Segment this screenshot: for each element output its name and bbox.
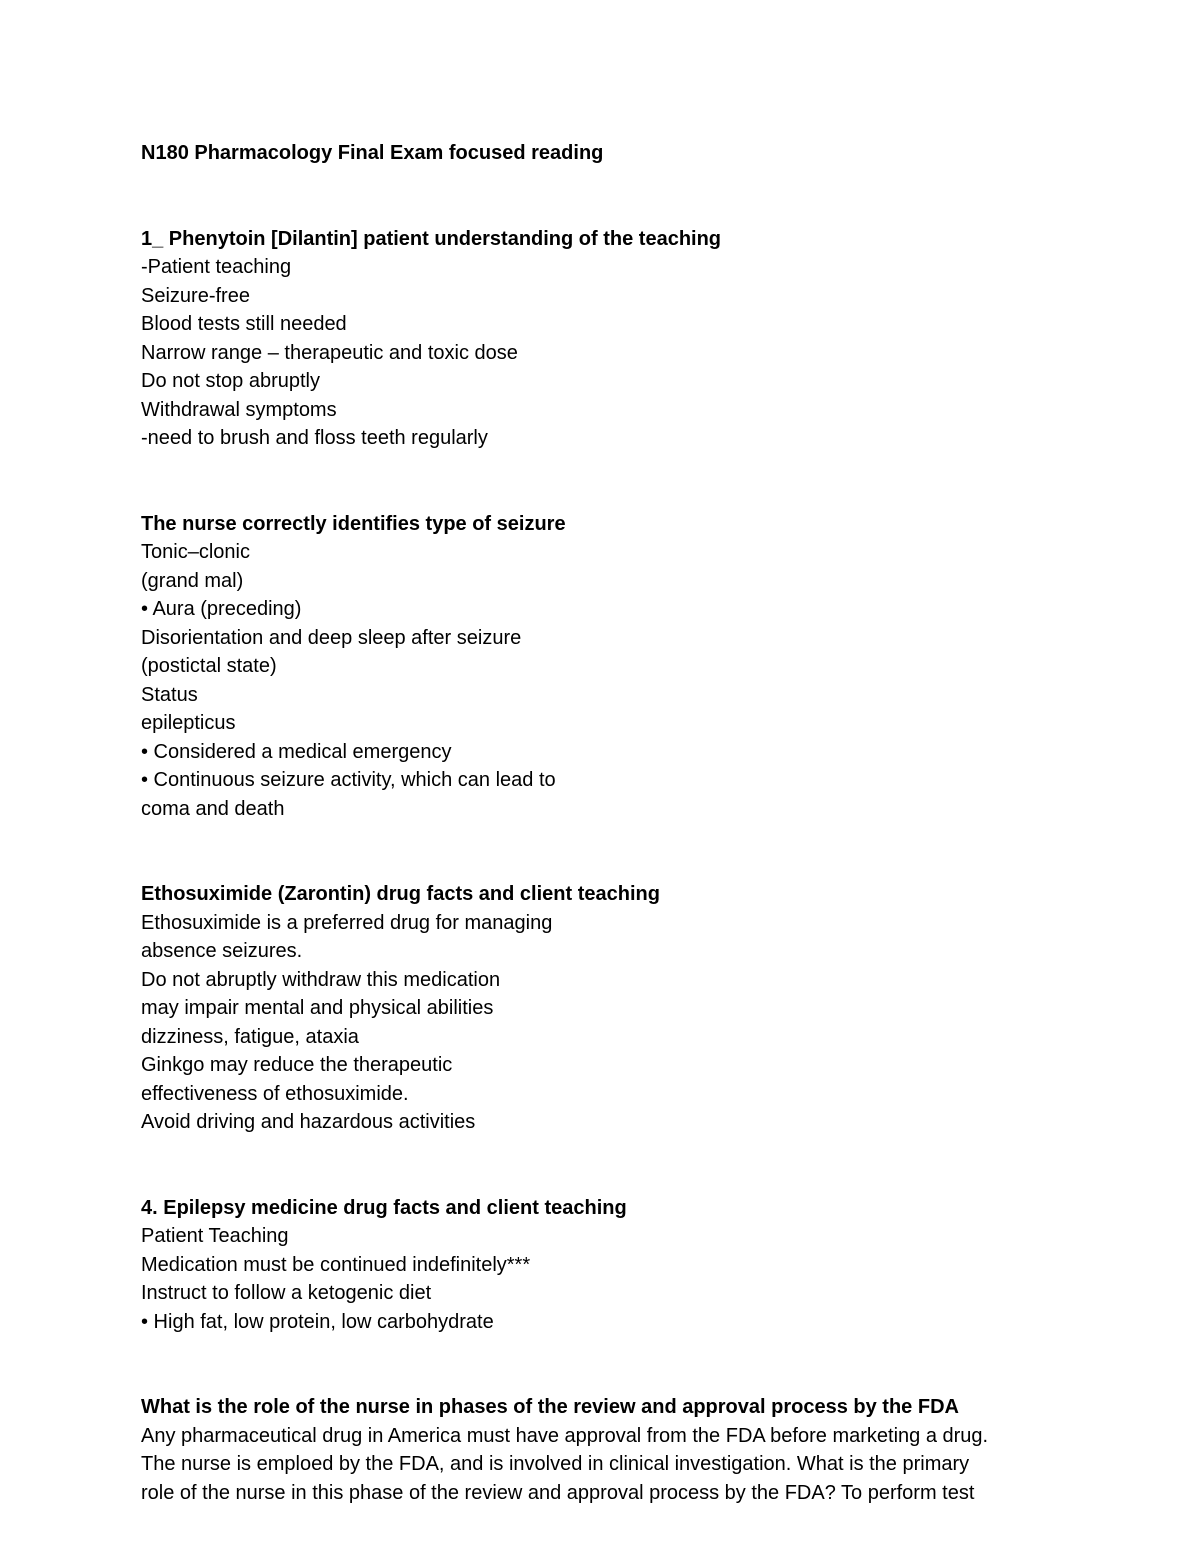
section-line: Narrow range – therapeutic and toxic dose [141,341,518,364]
section-line: The nurse is emploed by the FDA, and is involved in clinical investigation. What is the primary [141,1453,970,1475]
section-fda-role [141,1393,1141,1507]
section-line: Disorientation and deep sleep after seizure [141,626,522,649]
document-content [141,139,1141,1507]
section-line: Ethosuximide is a preferred drug for managing [141,911,553,934]
section-epilepsy-medicine [141,1194,1141,1337]
section-line: Patient Teaching [141,1225,289,1247]
section-line: Status [141,683,198,706]
section-heading: 1_ Phenytoin [Dilantin] patient understanding of the teaching [141,227,722,250]
section-line: Instruct to follow a ketogenic diet [141,1282,432,1304]
section-line: coma and death [141,797,285,820]
section-line: -need to brush and floss teeth regularly [141,427,488,449]
section-line: • Considered a medical emergency [141,740,452,763]
section-heading: Ethosuximide (Zarontin) drug facts and client teaching [141,883,660,905]
section-line: • Aura (preceding) [141,598,302,620]
section-line: effectiveness of ethosuximide. [141,1082,409,1105]
section-line: Withdrawal symptoms [141,398,337,421]
section-line: Ginkgo may reduce the therapeutic [141,1054,453,1076]
section-phenytoin [141,225,1141,453]
section-line: role of the nurse in this phase of the review and approval process by the FDA? To perform test [141,1481,975,1504]
section-heading: The nurse correctly identifies type of seizure [141,512,566,535]
section-line: Do not abruptly withdraw this medication [141,968,501,991]
section-line: Any pharmaceutical drug in America must have approval from the FDA before marketing a drug. [141,1424,989,1447]
section-line: may impair mental and physical abilities [141,997,494,1019]
document-title: N180 Pharmacology Final Exam focused reading [141,142,604,164]
section-line: Medication must be continued indefinitely*** [141,1253,531,1276]
section-line: (grand mal) [141,569,244,592]
section-line: (postictal state) [141,655,277,677]
section-heading: What is the role of the nurse in phases of the review and approval process by the FDA [141,1396,959,1418]
section-line: • Continuous seizure activity, which can lead to [141,769,556,791]
section-line: dizziness, fatigue, ataxia [141,1025,359,1048]
section-line: Blood tests still needed [141,313,347,335]
section-line: epilepticus [141,712,236,734]
section-line: Do not stop abruptly [141,370,320,392]
section-line: absence seizures. [141,940,303,962]
section-heading: 4. Epilepsy medicine drug facts and client teaching [141,1196,627,1219]
section-ethosuximide [141,880,1141,1137]
section-line: Seizure-free [141,284,250,307]
section-seizure-type [141,510,1141,824]
section-line: -Patient teaching [141,256,292,278]
section-line: Avoid driving and hazardous activities [141,1111,476,1133]
section-line: • High fat, low protein, low carbohydrate [141,1310,494,1333]
section-line: Tonic–clonic [141,541,250,563]
